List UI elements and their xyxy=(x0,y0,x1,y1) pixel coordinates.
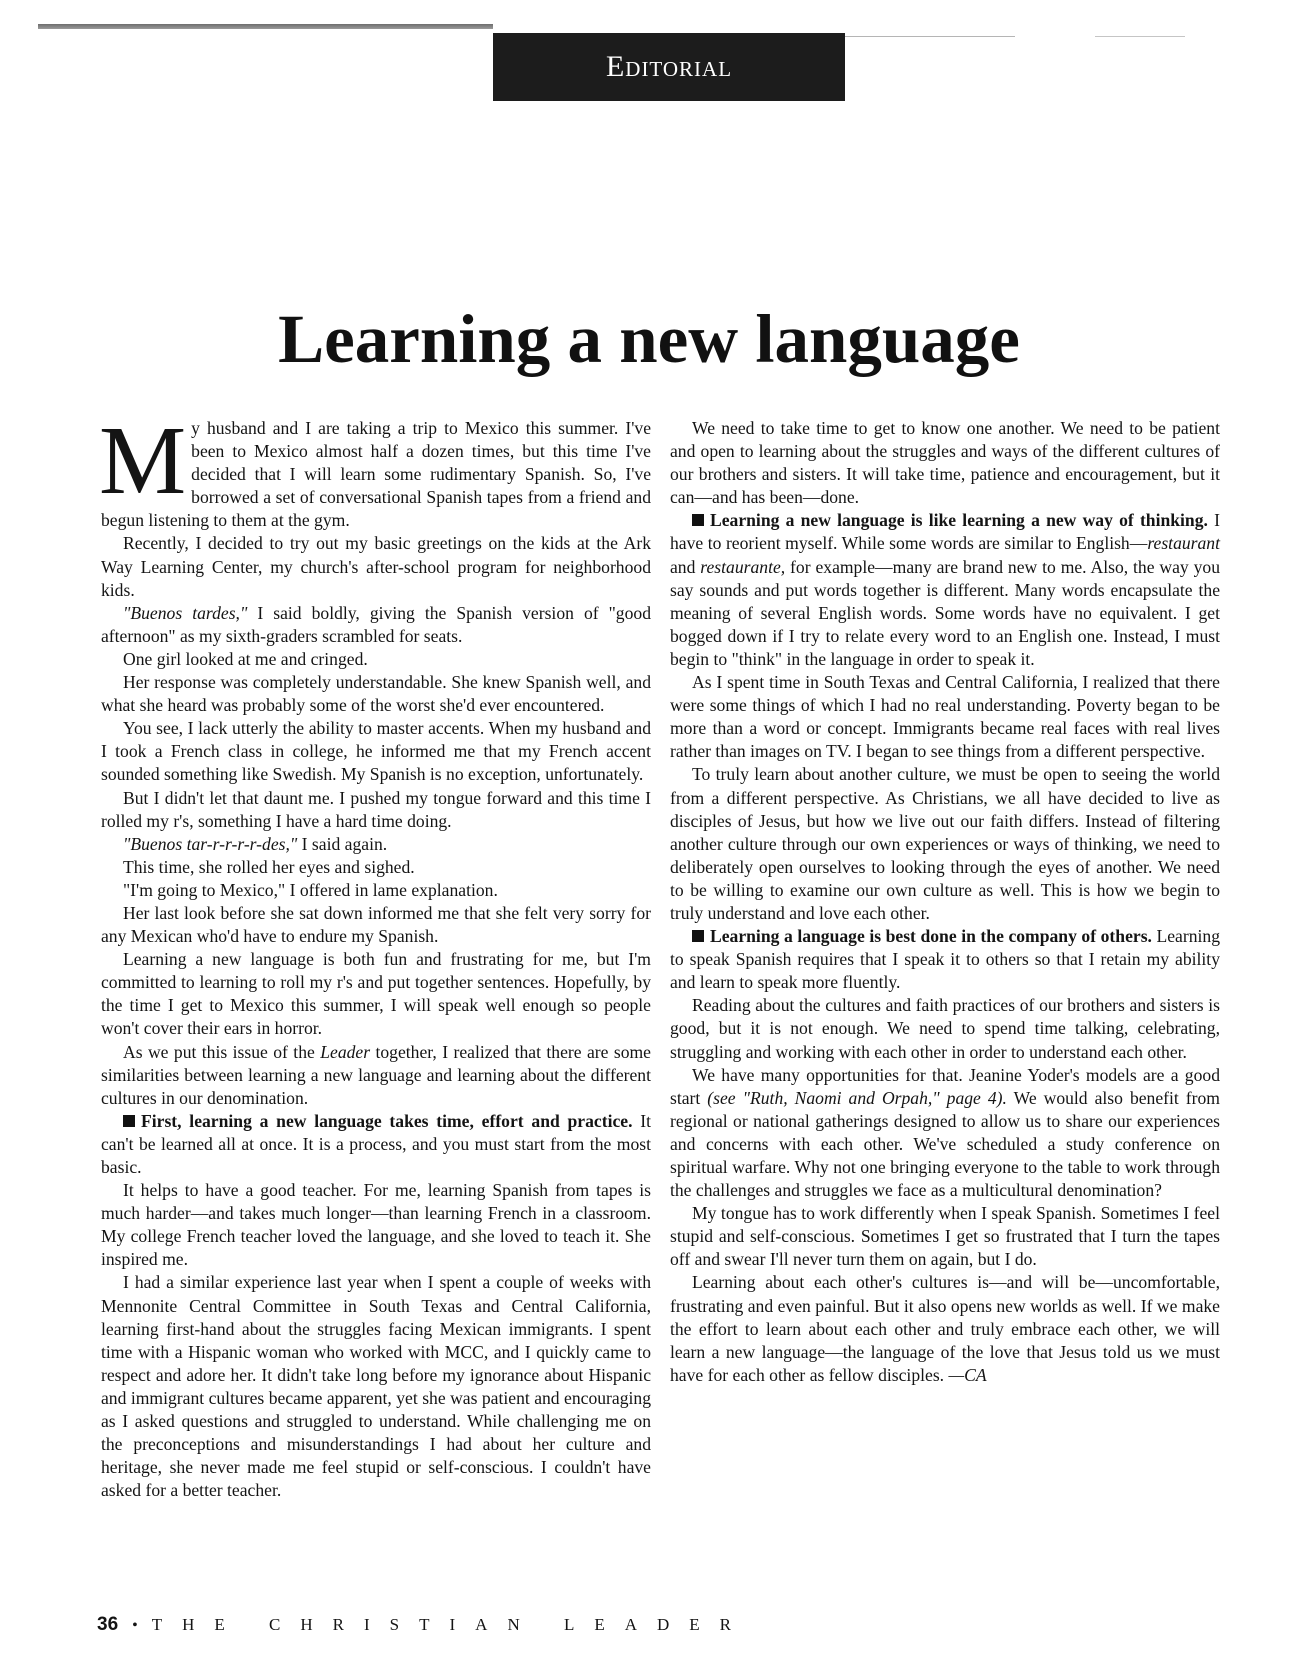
paragraph: This time, she rolled her eyes and sighed. xyxy=(123,856,415,877)
paragraph: Learning a new language is like learning a new way of thinking. I have to reorient myself. While some words are similar to English—restaurant and restaurante, for example—many are brand new to me. Also, the way you say sounds and put words together is different. Many words encapsulate the meaning of several English words. Some words have no equivalent. I get bogged down if I try to relate every word to an English one. Instead, I must begin to "think" in the language in order to speak it. xyxy=(670,510,1220,669)
paragraph: "Buenos tardes," I said boldly, giving the Spanish version of "good afternoon" as my sixth-graders scrambled for seats. xyxy=(101,602,651,646)
paragraph: First, learning a new language takes time, effort and practice. It can't be learned all at once. It is a process, and you must start from the most basic. xyxy=(101,1110,651,1177)
paragraph: We need to take time to get to know one another. We need to be patient and open to learning about the struggles and ways of the different cultures of our brothers and sisters. It will take time, patience and encouragement, but it can—and has been—done. xyxy=(670,418,1220,508)
paragraph: It helps to have a good teacher. For me, learning Spanish from tapes is much harder—and takes much longer—than learning French in a classroom. My college French teacher loved the language, and she loved to teach it. She inspired me. xyxy=(101,1180,651,1270)
paragraph: Learning about each other's cultures is—and will be—uncomfortable, frustrating and even painful. But it also opens new worlds as well. If we make the effort to learn about each other and truly embrace each other, we will learn a new language—the language of the love that Jesus told us we must have for each other as fellow disciples. —CA xyxy=(670,1272,1220,1385)
drop-cap: M xyxy=(99,407,187,515)
headline: Learning a new language xyxy=(278,301,1020,377)
page-number: 36 xyxy=(97,1614,119,1635)
paragraph: To truly learn about another culture, we must be open to seeing the world from a different perspective. As Christians, we all have decided to live as disciples of Jesus, but how we live out our faith differs. Instead of filtering another culture through our own experiences or ways of thinking, we need to deliberately open ourselves to looking through the eyes of another. We need to be willing to examine our own culture as well. This is how we begin to truly understand and love each other. xyxy=(670,764,1220,923)
paragraph: My husband and I are taking a trip to Mexico this summer. I've been to Mexico almost half a dozen times, but this time I've decided that I will learn some rudimentary Spanish. So, I've borrowed a set of conversational Spanish tapes from a friend and begun listening to them at the gym. xyxy=(99,407,651,531)
paragraph: We have many opportunities for that. Jeanine Yoder's models are a good start (see "Ruth, Naomi and Orpah," page 4). We would also benefit from regional or national gatherings designed to allow us to share our experiences and concerns with each other. We've scheduled a study conference on spiritual warfare. Why not one bringing everyone to the table to work through the challenges and struggles we face as a multicultural denomination? xyxy=(670,1064,1220,1201)
paragraph: Her last look before she sat down informed me that she felt very sorry for any Mexican who'd have to endure my Spanish. xyxy=(101,902,651,947)
square-bullet-icon xyxy=(123,1115,135,1127)
paragraph: As I spent time in South Texas and Central California, I realized that there were some things of which I had no real understanding. Poverty began to be more than a word or concept. Immigrants became real faces with real lives rather than images on TV. I began to see things from a different perspective. xyxy=(670,672,1220,762)
paragraph: I had a similar experience last year when I spent a couple of weeks with Mennonite Central Committee in South Texas and Central California, learning first-hand about the struggles facing Mexican immigrants. I spent time with a Hispanic woman who worked with MCC, and I quickly came to respect and adore her. It didn't take long before my ignorance about Hispanic and immigrant cultures became apparent, yet she was patient and encouraging as I asked questions and struggled to understand. While challenging me on the preconceptions and misunderstandings I had about her culture and heritage, she never made me feel stupid or self-conscious. I couldn't have asked for a better teacher. xyxy=(101,1272,651,1501)
section-lead: Learning a new language is like learning a new way of thinking. xyxy=(710,510,1208,531)
paragraph: Learning a language is best done in the company of others. Learning to speak Spanish requires that I speak it to others so that I retain my ability and learn to speak more fluently. xyxy=(670,926,1220,993)
paragraph: As we put this issue of the Leader together, I realized that there are some similarities between learning a new language and learning about the different cultures in our denomination. xyxy=(101,1041,651,1108)
square-bullet-icon xyxy=(692,514,704,526)
left-column xyxy=(99,407,651,1502)
top-rule-thin xyxy=(1095,36,1185,37)
section-banner: Editorial xyxy=(493,33,845,101)
publication-name: THE CHRISTIAN LEADER xyxy=(151,1615,752,1634)
paragraph: Reading about the cultures and faith practices of our brothers and sisters is good, but it is not enough. We need to spend time talking, celebrating, struggling and working with each other in order to understand each other. xyxy=(670,995,1220,1062)
separator: • xyxy=(132,1617,138,1634)
paragraph: "Buenos tar-r-r-r-r-des," I said again. xyxy=(123,833,388,854)
author-signature: —CA xyxy=(948,1364,987,1385)
top-rule xyxy=(38,24,493,29)
paragraph: One girl looked at me and cringed. xyxy=(123,648,368,669)
top-rule-thin xyxy=(845,36,1015,37)
paragraph: "I'm going to Mexico," I offered in lame explanation. xyxy=(123,879,498,900)
square-bullet-icon xyxy=(692,930,704,942)
page-footer xyxy=(97,1614,751,1636)
section-lead: First, learning a new language takes time, effort and practice. xyxy=(141,1110,633,1131)
paragraph: Learning a new language is both fun and frustrating for me, but I'm committed to learning to roll my r's and put together sentences. Hopefully, by the time I get to Mexico this summer, I will speak well enough so people won't cover their ears in horror. xyxy=(101,949,651,1039)
paragraph: But I didn't let that daunt me. I pushed my tongue forward and this time I rolled my r's, something I have a hard time doing. xyxy=(101,787,651,831)
right-column xyxy=(670,417,1220,1387)
paragraph: You see, I lack utterly the ability to master accents. When my husband and I took a French class in college, he informed me that my French accent sounded something like Swedish. My Spanish is no exception, unfortunately. xyxy=(101,718,651,785)
paragraph: My tongue has to work differently when I speak Spanish. Sometimes I feel stupid and self-conscious. Sometimes I get so frustrated that I turn the tapes off and swear I'll never turn them on again, but I do. xyxy=(670,1203,1220,1270)
paragraph: Her response was completely understandable. She knew Spanish well, and what she heard was probably some of the worst she'd ever encountered. xyxy=(101,672,651,716)
section-lead: Learning a language is best done in the company of others. xyxy=(710,926,1152,947)
paragraph: Recently, I decided to try out my basic greetings on the kids at the Ark Way Learning Center, my church's after-school program for neighborhood kids. xyxy=(101,533,651,600)
